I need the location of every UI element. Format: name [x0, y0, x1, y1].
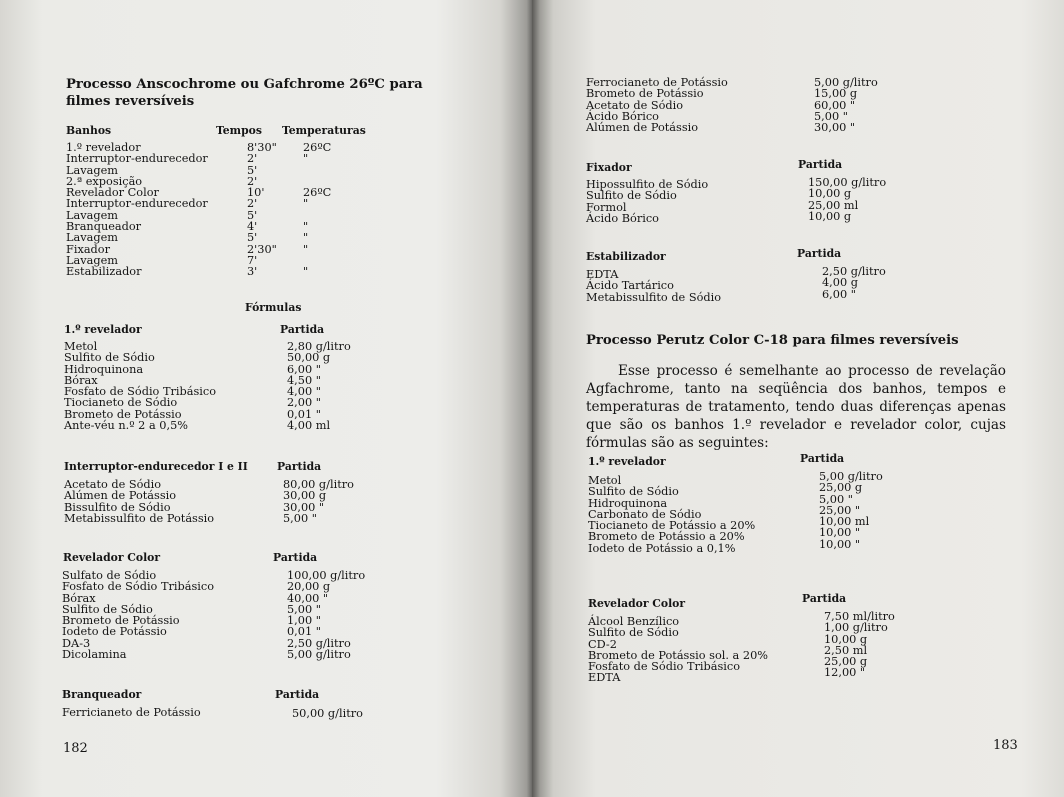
rev1-partida: Partida: [800, 452, 845, 465]
fixador-values: [808, 177, 886, 222]
rev1-title: 1.º revelador: [588, 455, 666, 468]
banho-item: Lavagem: [66, 253, 118, 267]
ingredient: EDTA: [586, 268, 619, 281]
quantity: 5,00 ": [814, 109, 848, 123]
formulas-title: Fórmulas: [245, 301, 302, 314]
quantity: 5,00 ": [819, 492, 853, 506]
tempo-value: 8'30": [247, 141, 277, 154]
quantity: 25,00 ": [819, 503, 861, 517]
quantity: 10,00 ": [819, 526, 861, 540]
quantity: 6,00 ": [822, 287, 856, 301]
interruptor-values: [283, 479, 354, 524]
quantity: 30,00 g: [283, 489, 327, 503]
estabilizador-values: [822, 266, 886, 300]
temperatura-value: ": [303, 152, 309, 166]
quantity: 7,50 ml/litro: [824, 610, 895, 623]
quantity: 10,00 ml: [819, 515, 870, 529]
quantity: 2,50 ml: [824, 643, 868, 657]
tempo-value: 3': [247, 265, 258, 279]
branqueador-item: Ferricianeto de Potássio: [62, 706, 201, 719]
ingredient: Alúmen de Potássio: [586, 121, 699, 135]
banho-item: Estabilizador: [66, 265, 142, 279]
temperaturas-list: [303, 142, 331, 278]
tempo-value: 5': [247, 208, 258, 222]
tempo-value: 2'30": [247, 242, 277, 256]
ingredient: Brometo de Potássio: [586, 87, 704, 101]
ingredient: Sulfato de Sódio: [62, 569, 157, 582]
ingredient: Tiocianeto de Potássio a 20%: [588, 519, 756, 533]
ingredient: Iodeto de Potássio a 0,1%: [588, 541, 736, 555]
tempo-value: 2': [247, 197, 258, 211]
ingredient: Sulfito de Sódio: [64, 351, 155, 365]
banhos-header: Banhos: [66, 124, 112, 137]
quantity: 4,00 ml: [287, 419, 331, 433]
branqueador-value: 50,00 g/litro: [292, 707, 363, 720]
banho-item: Lavagem: [66, 163, 118, 177]
temperatura-value: ": [303, 220, 309, 234]
quantity: 4,00 ": [287, 385, 321, 399]
rev1-values: [819, 471, 883, 550]
temperatura-value: ": [303, 197, 309, 211]
ingredient: Sulfito de Sódio: [588, 485, 679, 499]
ingredient: Iodeto de Potássio: [62, 625, 167, 639]
ingredient: Tiocianeto de Sódio: [64, 396, 178, 410]
quantity: 0,01 ": [287, 625, 321, 639]
ingredient: Brometo de Potássio: [64, 407, 182, 421]
quantity: 30,00 ": [283, 500, 325, 514]
estabilizador-items: [586, 269, 721, 303]
ingredient: Carbonato de Sódio: [588, 507, 702, 521]
ingredient: CD-2: [588, 637, 617, 651]
right-page: [532, 0, 1064, 797]
revcolor-title: Revelador Color: [63, 551, 161, 564]
ingredient: Ácido Bórico: [586, 109, 659, 123]
banhos-list: [66, 142, 208, 278]
ingredient: Brometo de Potássio sol. a 20%: [588, 648, 768, 662]
top-items: [586, 77, 728, 133]
ingredient: Sulfito de Sódio: [586, 189, 677, 203]
quantity: 40,00 ": [287, 591, 329, 605]
ingredient: Fosfato de Sódio Tribásico: [588, 660, 741, 674]
tempo-value: 2': [247, 174, 258, 188]
tempo-value: 5': [247, 231, 258, 245]
banho-item: Interruptor-endurecedor: [66, 197, 208, 211]
quantity: 5,00 ": [287, 602, 321, 616]
tempo-value: 5': [247, 163, 258, 177]
estabilizador-partida: Partida: [797, 247, 842, 260]
temperatura-value: 26ºC: [303, 141, 332, 154]
quantity: 2,00 ": [287, 396, 321, 410]
ingredient: Acetato de Sódio: [64, 478, 162, 491]
tempo-value: 10': [247, 186, 265, 200]
quantity: 30,00 ": [814, 121, 856, 135]
revcolor-values: [287, 570, 365, 660]
tempo-value: 4': [247, 220, 258, 234]
ingredient: Bórax: [64, 373, 98, 387]
banho-item: Lavagem: [66, 231, 118, 245]
temperatura-value: [303, 165, 331, 176]
section-title: Processo Perutz Color C-18 para filmes reversíveis: [586, 333, 959, 348]
tempo-value: 7': [247, 253, 258, 267]
ingredient: Bissulfito de Sódio: [64, 500, 171, 514]
ingredient: DA-3: [62, 636, 91, 650]
quantity: 10,00 ": [819, 537, 861, 551]
interruptor-title: Interruptor-endurecedor I e II: [64, 460, 248, 473]
quantity: 5,00 g/litro: [287, 648, 351, 662]
quantity: 25,00 g: [819, 481, 863, 495]
quantity: 1,00 ": [287, 614, 321, 628]
quantity: 4,50 ": [287, 373, 321, 387]
branqueador-title: Branqueador: [62, 688, 142, 701]
ingredient: Ferrocianeto de Potássio: [586, 76, 728, 89]
ingredient: Ácido Bórico: [586, 211, 659, 225]
quantity: 80,00 g/litro: [283, 478, 354, 491]
quantity: 1,00 g/litro: [824, 621, 888, 635]
fixador-items: [586, 179, 708, 224]
title-line-2: filmes reversíveis: [66, 94, 195, 109]
quantity: 15,00 g: [814, 87, 858, 101]
quantity: 5,00 g/litro: [814, 76, 878, 89]
page-number-right: 183: [993, 738, 1018, 753]
tempos-header: Tempos: [216, 124, 262, 137]
temperatura-value: ": [303, 242, 309, 256]
revcolor-items: [588, 616, 768, 684]
rev1-title: 1.º revelador: [64, 323, 142, 336]
quantity: 25,00 g: [824, 655, 868, 669]
rev1-partida: Partida: [280, 323, 325, 336]
ingredient: Formol: [586, 200, 627, 214]
ingredient: Brometo de Potássio a 20%: [588, 530, 745, 544]
quantity: 60,00 ": [814, 98, 856, 112]
banho-item: 1.º revelador: [66, 141, 141, 154]
ingredient: Metol: [64, 340, 98, 353]
temperatura-value: 26ºC: [303, 186, 332, 200]
fixador-title: Fixador: [586, 161, 632, 174]
quantity: 10,00 g: [808, 209, 852, 223]
banho-item: Fixador: [66, 242, 110, 256]
quantity: 0,01 ": [287, 407, 321, 421]
ingredient: Sulfito de Sódio: [588, 626, 679, 640]
ingredient: Metabissulfito de Potássio: [64, 511, 215, 525]
ingredient: Brometo de Potássio: [62, 614, 180, 628]
quantity: 25,00 ml: [808, 198, 859, 212]
quantity: 4,00 g: [822, 276, 858, 290]
ingredient: Fosfato de Sódio Tribásico: [62, 580, 215, 594]
intro-paragraph: Esse processo é semelhante ao processo de revelação Agfachrome, tanto na seqüência dos banhos, tempos e temperaturas de tratamento, tendo duas diferenças apenas que são os banhos 1.º revelador e revelador color, cujas fórmulas são as seguintes:: [586, 363, 1006, 451]
rev1-items: [64, 341, 216, 431]
top-values: [814, 77, 878, 133]
ingredient: Ácido Tartárico: [586, 279, 674, 293]
rev1-values: [287, 341, 351, 431]
revcolor-partida: Partida: [273, 551, 318, 564]
estabilizador-title: Estabilizador: [586, 250, 666, 263]
quantity: 12,00 ": [824, 666, 866, 680]
page-number-left: 182: [63, 741, 88, 756]
banho-item: 2.ª exposição: [66, 174, 143, 188]
page-title: [66, 76, 423, 110]
quantity: 100,00 g/litro: [287, 569, 366, 582]
revcolor-partida: Partida: [802, 592, 847, 605]
quantity: 2,50 g/litro: [822, 265, 886, 278]
quantity: 2,50 g/litro: [287, 636, 351, 650]
ingredient: Bórax: [62, 591, 96, 605]
quantity: 10,00 g: [808, 187, 852, 201]
quantity: 5,00 ": [283, 511, 317, 525]
fixador-partida: Partida: [798, 158, 843, 171]
revcolor-items: [62, 570, 214, 660]
banho-item: Branqueador: [66, 220, 142, 234]
quantity: 20,00 g: [287, 580, 331, 594]
ingredient: EDTA: [588, 671, 621, 685]
temperatura-value: ": [303, 265, 309, 279]
banho-item: Lavagem: [66, 208, 118, 222]
temperaturas-header: Temperaturas: [282, 124, 366, 137]
temperatura-value: ": [303, 231, 309, 245]
ingredient: Hipossulfito de Sódio: [586, 178, 709, 191]
ingredient: Hidroquinona: [64, 362, 144, 376]
tempos-list: [247, 142, 277, 278]
ingredient: Metol: [588, 474, 622, 487]
quantity: 10,00 g: [824, 632, 868, 646]
quantity: 50,00 g: [287, 351, 331, 365]
branqueador-partida: Partida: [275, 688, 320, 701]
ingredient: Dicolamina: [62, 648, 127, 662]
quantity: 6,00 ": [287, 362, 321, 376]
ingredient: Ante-véu n.º 2 a 0,5%: [64, 419, 188, 433]
ingredient: Alúmen de Potássio: [64, 489, 177, 503]
banho-item: Revelador Color: [66, 186, 159, 200]
revcolor-values: [824, 611, 895, 679]
quantity: 5,00 g/litro: [819, 470, 883, 483]
interruptor-partida: Partida: [277, 460, 322, 473]
ingredient: Álcool Benzílico: [588, 615, 680, 628]
ingredient: Fosfato de Sódio Tribásico: [64, 385, 217, 399]
tempo-value: 2': [247, 152, 258, 166]
rev1-items: [588, 475, 755, 554]
ingredient: Hidroquinona: [588, 496, 668, 510]
revcolor-title: Revelador Color: [588, 597, 686, 610]
ingredient: Sulfito de Sódio: [62, 602, 153, 616]
banho-item: Interruptor-endurecedor: [66, 152, 208, 166]
quantity: 150,00 g/litro: [808, 176, 887, 189]
ingredient: Acetato de Sódio: [586, 98, 684, 112]
quantity: 2,80 g/litro: [287, 340, 351, 353]
interruptor-items: [64, 479, 214, 524]
ingredient: Metabissulfito de Sódio: [586, 290, 722, 304]
title-line-1: Processo Anscochrome ou Gafchrome 26ºC para: [66, 77, 423, 92]
